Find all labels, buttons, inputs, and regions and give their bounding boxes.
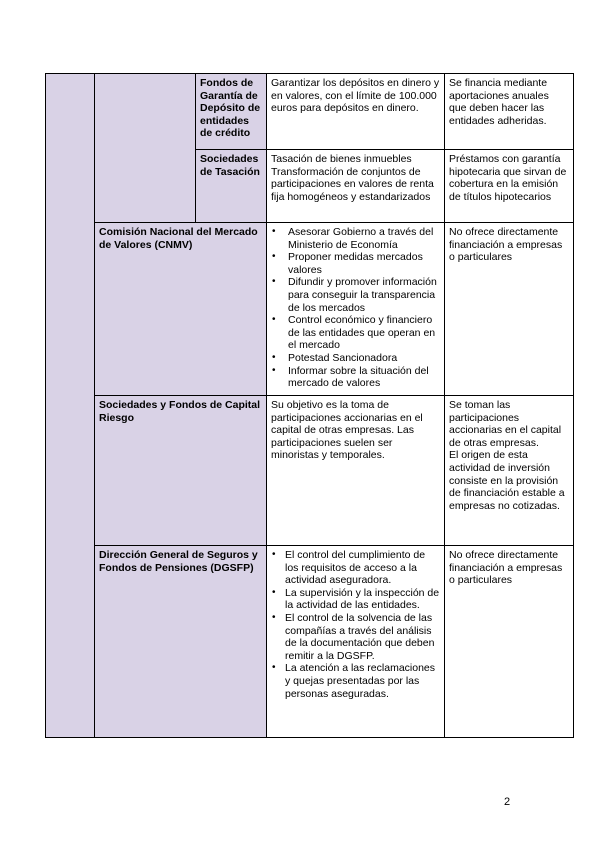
financing-cell: No ofrece directamente financiación a empresas o particulares: [445, 223, 574, 396]
function-list: [271, 226, 440, 390]
financing-cell: Préstamos con garantía hipotecaria que sirvan de cobertura en la emisión de títulos hipotecarios: [445, 150, 574, 223]
function-cell: Garantizar los depósitos en dinero y en valores, con el límite de 100.000 euros para depósitos en dinero.: [267, 74, 445, 150]
list-item: • El control de la solvencia de las compañías a través del análisis de la documentación que deben remitir a la DGSFP.: [285, 612, 440, 662]
function-cell: Su objetivo es la toma de participaciones accionarias en el capital de otras empresas. Las participaciones suelen ser minoristas y temporales.: [267, 396, 445, 546]
subcategory-cell: [95, 74, 196, 223]
list-item: • Difundir y promover información para conseguir la transparencia de los mercados: [285, 276, 440, 314]
table-row: [46, 546, 574, 738]
page-number: 2: [504, 796, 511, 808]
category-cell: [46, 74, 95, 738]
table-row: [46, 396, 574, 546]
list-item: • Proponer medidas mercados valores: [285, 251, 440, 276]
list-item: • Potestad Sancionadora: [285, 352, 440, 365]
financing-line: El origen de esta actividad de inversión consiste en la provisión de financiación estable a empresas no cotizadas.: [449, 449, 565, 512]
entity-name: Sociedades de Tasación: [196, 150, 267, 223]
table-row: [46, 74, 574, 150]
entities-table: [45, 73, 574, 738]
financing-cell: Se financia mediante aportaciones anuales que deben hacer las entidades adheridas.: [445, 74, 574, 150]
function-cell: [267, 223, 445, 396]
list-item: • Asesorar Gobierno a través del Ministerio de Economía: [285, 226, 440, 251]
entity-name: Sociedades y Fondos de Capital Riesgo: [95, 396, 267, 546]
function-line: Tasación de bienes inmuebles: [271, 153, 412, 165]
function-cell: [267, 150, 445, 223]
list-item: • Informar sobre la situación del mercado de valores: [285, 365, 440, 390]
financing-cell: [445, 396, 574, 546]
entity-name: Fondos de Garantía de Depósito de entidades de crédito: [196, 74, 267, 150]
financing-cell: No ofrece directamente financiación a empresas o particulares: [445, 546, 574, 738]
list-item: • Control económico y financiero de las entidades que operan en el mercado: [285, 314, 440, 352]
list-item: • El control del cumplimiento de los requisitos de acceso a la actividad aseguradora.: [285, 549, 440, 587]
financing-line: Se toman las participaciones accionarias en el capital de otras empresas.: [449, 399, 562, 449]
function-line: Transformación de conjuntos de participaciones en valores de renta fija homogéneos y estandarizados: [271, 165, 434, 203]
entity-name: Dirección General de Seguros y Fondos de Pensiones (DGSFP): [95, 546, 267, 738]
list-item: • La supervisión y la inspección de la actividad de las entidades.: [285, 587, 440, 612]
table-row: [46, 223, 574, 396]
entity-name: Comisión Nacional del Mercado de Valores (CNMV): [95, 223, 267, 396]
list-item: • La atención a las reclamaciones y quejas presentadas por las personas aseguradas.: [285, 662, 440, 700]
function-list: [271, 549, 440, 700]
function-cell: [267, 546, 445, 738]
